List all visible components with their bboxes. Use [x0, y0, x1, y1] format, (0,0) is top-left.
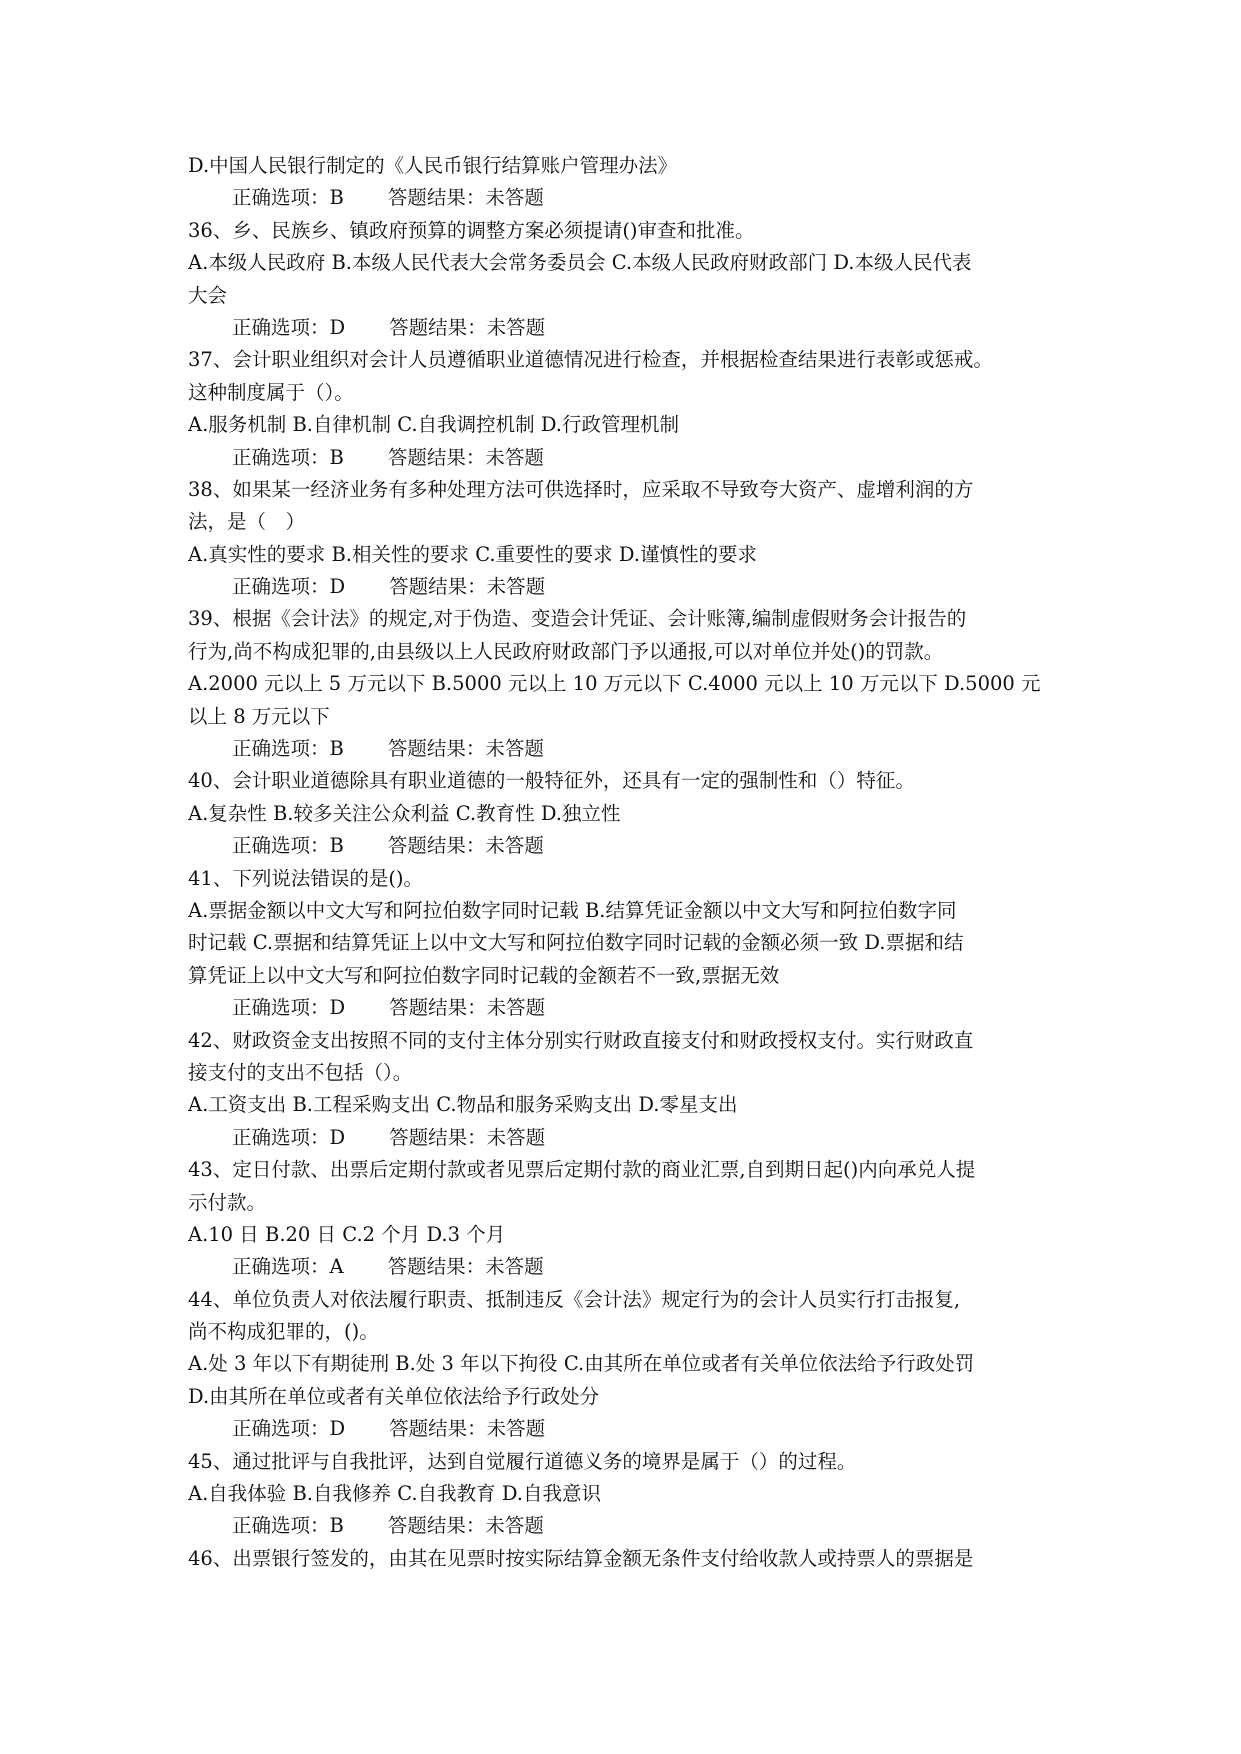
options-line: A.票据金额以中文大写和阿拉伯数字同时记载 B.结算凭证金额以中文大写和阿拉伯数字同: [188, 898, 957, 922]
correct-option: 正确选项：D: [232, 315, 346, 339]
question-line: 37、会计职业组织对会计人员遵循职业道德情况进行检查，并根据检查结果进行表彰或惩戒。: [188, 348, 993, 372]
question-line: 38、如果某一经济业务有多种处理方法可供选择时，应采取不导致夸大资产、虚增利润的方: [188, 477, 974, 501]
options-line: A.10 日 B.20 日 C.2 个月 D.3 个月: [188, 1222, 506, 1246]
text-line: 行为,尚不构成犯罪的,由县级以上人民政府财政部门予以通报,可以对单位并处()的罚款。: [188, 639, 944, 663]
answer-result: 答题结果：未答题: [387, 1514, 544, 1538]
correct-option: 正确选项：D: [232, 996, 346, 1020]
text-line: 接支付的支出不包括（）。: [188, 1060, 413, 1084]
options-line: A.真实性的要求 B.相关性的要求 C.重要性的要求 D.谨慎性的要求: [188, 542, 757, 566]
text-line: 示付款。: [188, 1190, 267, 1214]
options-line: A.复杂性 B.较多关注公众利益 C.教育性 D.独立性: [188, 801, 621, 825]
question-line: 40、会计职业道德除具有职业道德的一般特征外，还具有一定的强制性和（）特征。: [188, 769, 915, 793]
answer-line: [188, 1122, 1058, 1154]
text-line: 这种制度属于（）。: [188, 380, 354, 404]
options-line: D.由其所在单位或者有关单位依法给予行政处分: [188, 1384, 600, 1408]
answer-result: 答题结果：未答题: [389, 1125, 546, 1149]
question-line: 44、单位负责人对依法履行职责、抵制违反《会计法》规定行为的会计人员实行打击报复,: [188, 1287, 961, 1311]
answer-line: [188, 1251, 1058, 1283]
options-line: A.自我体验 B.自我修养 C.自我教育 D.自我意识: [188, 1482, 601, 1506]
correct-option: 正确选项：D: [232, 1417, 346, 1441]
question-line: 45、通过批评与自我批评，达到自觉履行道德义务的境界是属于（）的过程。: [188, 1449, 857, 1473]
answer-result: 答题结果：未答题: [387, 834, 544, 858]
question-line: 42、财政资金支出按照不同的支付主体分别实行财政直接支付和财政授权支付。实行财政直: [188, 1028, 974, 1052]
answer-result: 答题结果：未答题: [387, 737, 544, 761]
answer-result: 答题结果：未答题: [387, 445, 544, 469]
options-line: A.服务机制 B.自律机制 C.自我调控机制 D.行政管理机制: [188, 413, 679, 437]
options-line: A.处 3 年以下有期徒刑 B.处 3 年以下拘役 C.由其所在单位或者有关单位依法给予行政处罚: [188, 1352, 975, 1376]
options-line: A.本级人民政府 B.本级人民代表大会常务委员会 C.本级人民政府财政部门 D.本级人民代表: [188, 251, 972, 275]
correct-option: 正确选项：B: [232, 1514, 344, 1538]
correct-option: 正确选项：D: [232, 575, 346, 599]
correct-option: 正确选项：A: [232, 1255, 344, 1279]
answer-result: 答题结果：未答题: [387, 1255, 544, 1279]
answer-line: [188, 733, 1058, 765]
text-line: 算凭证上以中文大写和阿拉伯数字同时记载的金额若不一致,票据无效: [188, 963, 780, 987]
answer-result: 答题结果：未答题: [389, 575, 546, 599]
options-line: A.2000 元以上 5 万元以下 B.5000 元以上 10 万元以下 C.4000 元以上 10 万元以下 D.5000 元: [188, 672, 1041, 696]
correct-option: 正确选项：D: [232, 1125, 346, 1149]
answer-line: [188, 182, 1058, 214]
correct-option: 正确选项：B: [232, 445, 344, 469]
answer-result: 答题结果：未答题: [387, 186, 544, 210]
text-line: 法，是（ ）: [188, 510, 306, 534]
answer-line: [188, 442, 1058, 474]
answer-result: 答题结果：未答题: [389, 1417, 546, 1441]
answer-result: 答题结果：未答题: [389, 315, 546, 339]
options-line: A.工资支出 B.工程采购支出 C.物品和服务采购支出 D.零星支出: [188, 1093, 738, 1117]
answer-line: [188, 830, 1058, 862]
correct-option: 正确选项：B: [232, 834, 344, 858]
question-line: 46、出票银行签发的，由其在见票时按实际结算金额无条件支付给收款人或持票人的票据是: [188, 1546, 974, 1570]
answer-line: [188, 1510, 1058, 1542]
answer-line: [188, 992, 1058, 1024]
answer-line: [188, 571, 1058, 603]
correct-option: 正确选项：B: [232, 737, 344, 761]
text-line: 大会: [188, 283, 228, 307]
question-line: 39、根据《会计法》的规定,对于伪造、变造会计凭证、会计账簿,编制虚假财务会计报告的: [188, 607, 967, 631]
question-line: 41、下列说法错误的是()。: [188, 866, 424, 890]
answer-line: [188, 1413, 1058, 1445]
options-line: D.中国人民银行制定的《人民币银行结算账户管理办法》: [188, 154, 678, 177]
document-page: [188, 150, 1058, 1575]
text-line: 时记载 C.票据和结算凭证上以中文大写和阿拉伯数字同时记载的金额必须一致 D.票据和结: [188, 931, 964, 955]
text-line: 以上 8 万元以下: [188, 704, 330, 728]
correct-option: 正确选项：B: [232, 186, 344, 210]
question-line: 43、定日付款、出票后定期付款或者见票后定期付款的商业汇票,自到期日起()内向承兑人提: [188, 1158, 976, 1182]
text-line: 尚不构成犯罪的，()。: [188, 1320, 379, 1344]
question-line: 36、乡、民族乡、镇政府预算的调整方案必须提请()审查和批准。: [188, 218, 755, 242]
answer-line: [188, 312, 1058, 344]
answer-result: 答题结果：未答题: [389, 996, 546, 1020]
